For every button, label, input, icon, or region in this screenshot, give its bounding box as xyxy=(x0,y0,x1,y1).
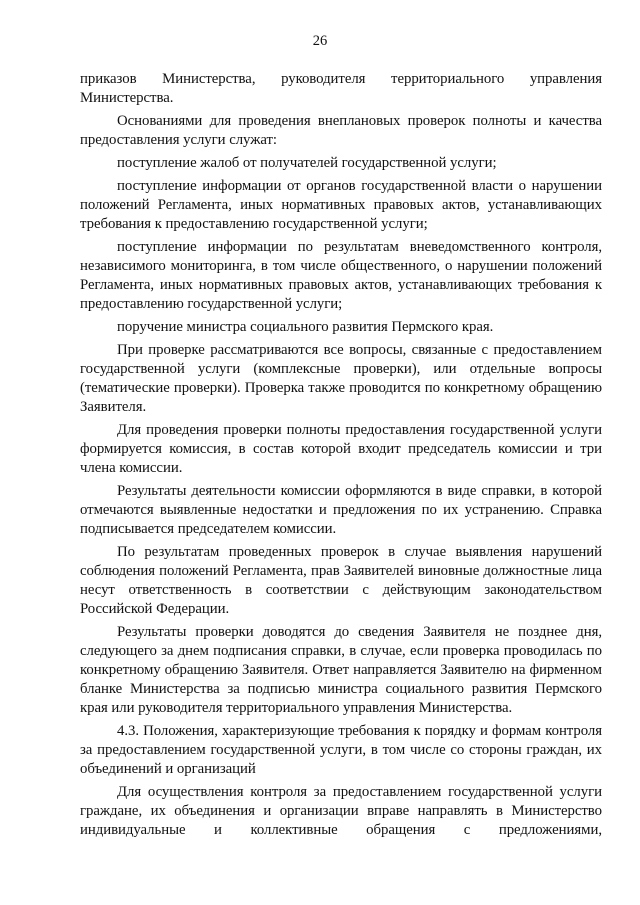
paragraph-9: Результаты деятельности комиссии оформляются в виде справки, в которой отмечаются выявленные недостатки и предложения по их устранению. Справка подписывается председателем комиссии. xyxy=(80,483,602,537)
paragraph-5: поступление информации по результатам вневедомственного контроля, независимого мониторинга, в том числе общественного, о нарушении положений Регламента, иных нормативных правовых актов, устанавливающих требования к предоставлению государственной услуги; xyxy=(80,239,602,312)
paragraph-12: Для осуществления контроля за предоставлением государственной услуги граждане, их объединения и организации вправе направлять в Министерство индивидуальные и коллективные обращения с предложениями, xyxy=(80,784,602,838)
page-number: 26 xyxy=(312,33,328,49)
paragraph-11: Результаты проверки доводятся до сведения Заявителя не позднее дня, следующего за днем подписания справки, в случае, если проверка проводилась по конкретному обращению Заявителя. Ответ направляется Заявителю на фирменном бланке Министерства за подписью министра социального развития Пермского края или руководителя территориального управления Министерства. xyxy=(80,624,602,716)
paragraph-10: По результатам проведенных проверок в случае выявления нарушений соблюдения положений Регламента, прав Заявителей виновные должностные лица несут ответственность в соответствии с действующим законодательством Российской Федерации. xyxy=(80,544,602,617)
paragraph-6: поручение министра социального развития Пермского края. xyxy=(117,319,494,335)
paragraph-8: Для проведения проверки полноты предоставления государственной услуги формируется комиссия, в состав которой входит председатель комиссии и три члена комиссии. xyxy=(80,422,602,476)
paragraph-2: Основаниями для проведения внеплановых проверок полноты и качества предоставления услуги служат: xyxy=(80,113,602,148)
paragraph-7: При проверке рассматриваются все вопросы, связанные с предоставлением государственной услуги (комплексные проверки), или отдельные вопросы (тематические проверки). Проверка также проводится по конкретному обращению Заявителя. xyxy=(80,342,602,415)
paragraph-1: приказов Министерства, руководителя территориального управления Министерства. xyxy=(80,71,602,106)
document-body xyxy=(80,70,602,844)
paragraph-4: поступление информации от органов государственной власти о нарушении положений Регламента, иных нормативных правовых актов, устанавливающих требования к предоставлению государственной услуги; xyxy=(80,178,602,232)
paragraph-3: поступление жалоб от получателей государственной услуги; xyxy=(117,155,497,171)
section-heading-4-3: 4.3. Положения, характеризующие требования к порядку и формам контроля за предоставлением государственной услуги, в том числе со стороны граждан, их объединений и организаций xyxy=(80,723,602,777)
